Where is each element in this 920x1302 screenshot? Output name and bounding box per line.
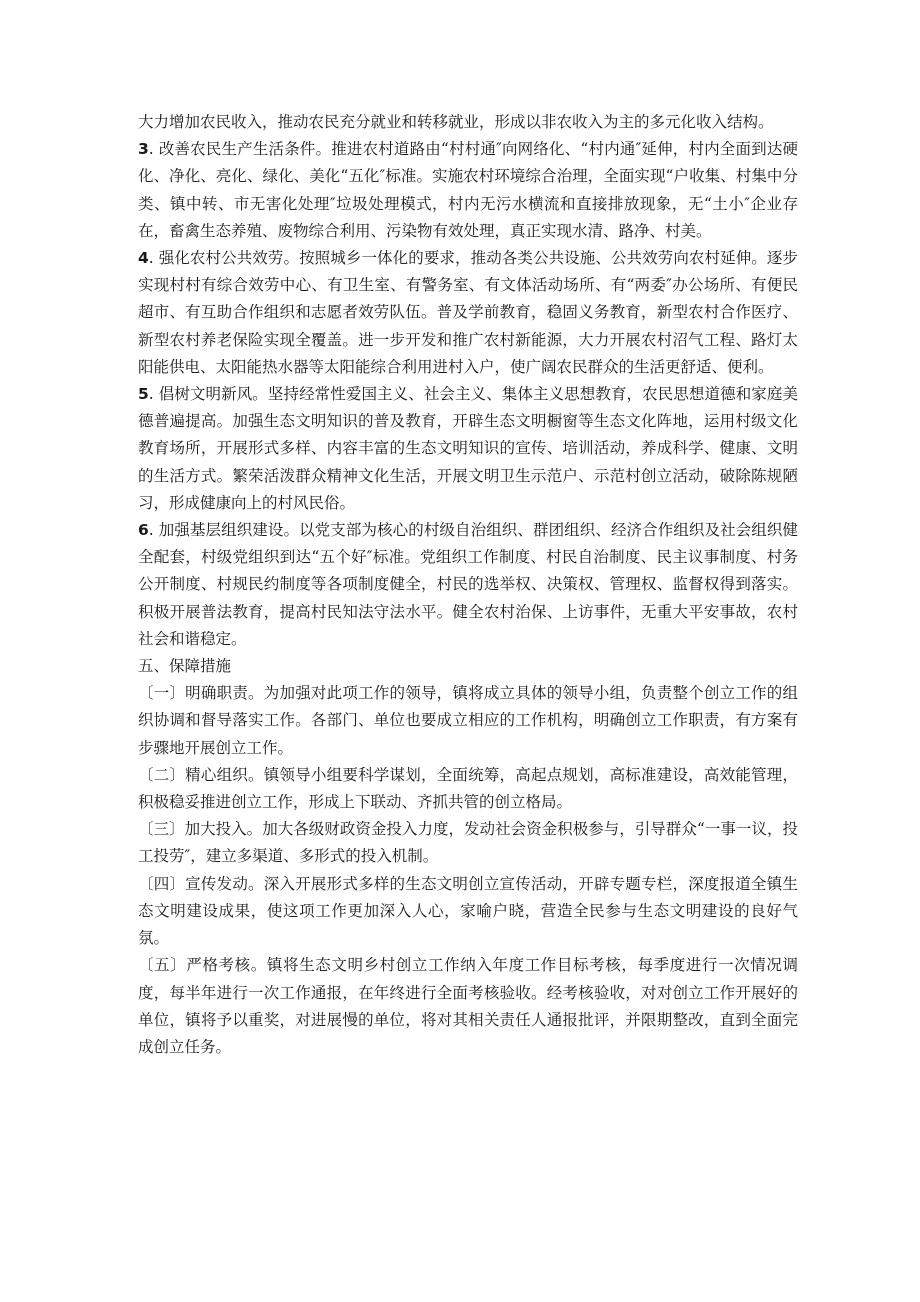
paragraph-measure-3	[138, 816, 798, 870]
paragraph-item-4	[138, 245, 798, 381]
paragraph-text: . 倡树文明新风。坚持经常性爱国主义、社会主义、集体主义思想教育，农民思想道德和家庭美德普遍提高。加强生态文明知识的普及教育，开辟生态文明橱窗等生态文化阵地，运用村级文化教育场所，开展形式多样、内容丰富的生态文明知识的宣传、培训活动，养成科学、健康、文明的生活方式。繁荣活泼群众精神文化生活，开展文明卫生示范户、示范村创立活动，破除陈规陋习，形成健康向上的村风民俗。	[138, 385, 798, 512]
paragraph-measure-4	[138, 871, 798, 953]
document-body	[138, 109, 798, 1061]
paragraph-measure-5	[138, 952, 798, 1061]
item-number: 4	[138, 249, 149, 268]
paragraph-text: . 改善农民生产生活条件。推进农村道路由“村村通″向网络化、“村内通″延伸，村内全面到达硬化、净化、亮化、绿化、美化“五化″标准。实施农村环境综合治理，全面实现“户收集、村集中分类、镇中转、市无害化处理″垃圾处理模式，村内无污水横流和直接排放现象，无“土小″企业存在，畜禽生态养殖、废物综合利用、污染物有效处理，真正实现水清、路净、村美。	[138, 140, 798, 240]
paragraph-measure-2	[138, 762, 798, 816]
section-heading-text: 五、保障措施	[138, 657, 232, 676]
paragraph-measure-1	[138, 680, 798, 762]
item-number: 6	[138, 521, 149, 540]
item-number: 3	[138, 140, 149, 159]
paragraph-text: . 加强基层组织建设。以党支部为核心的村级自治组织、群团组织、经济合作组织及社会组织健全配套，村级党组织到达“五个好″标准。党组织工作制度、村民自治制度、民主议事制度、村务公开制度、村规民约制度等各项制度健全，村民的选举权、决策权、管理权、监督权得到落实。积极开展普法教育，提高村民知法守法水平。健全农村治保、上访事件，无重大平安事故，农村社会和谐稳定。	[138, 521, 798, 648]
paragraph-income	[138, 109, 798, 136]
paragraph-text: 〔三〕加大投入。加大各级财政资金投入力度，发动社会资金积极参与，引导群众“一事一议，投工投劳″，建立多渠道、多形式的投入机制。	[138, 820, 798, 866]
paragraph-item-6	[138, 517, 798, 653]
paragraph-item-5	[138, 381, 798, 517]
paragraph-text: 〔五〕严格考核。镇将生态文明乡村创立工作纳入年度工作目标考核，每季度进行一次情况调度，每半年进行一次工作通报，在年终进行全面考核验收。经考核验收，对对创立工作开展好的单位，镇将予以重奖，对进展慢的单位，将对其相关责任人通报批评，并限期整改，直到全面完成创立任务。	[138, 956, 798, 1056]
paragraph-text: . 强化农村公共效劳。按照城乡一体化的要求，推动各类公共设施、公共效劳向农村延伸。逐步实现村村有综合效劳中心、有卫生室、有警务室、有文体活动场所、有“两委″办公场所、有便民超市、有互助合作组织和志愿者效劳队伍。普及学前教育，稳固义务教育，新型农村合作医疗、新型农村养老保险实现全覆盖。进一步开发和推广农村新能源，大力开展农村沼气工程、路灯太阳能供电、太阳能热水器等太阳能综合利用进村入户，使广阔农民群众的生活更舒适、便利。	[138, 249, 798, 376]
paragraph-text: 〔四〕宣传发动。深入开展形式多样的生态文明创立宣传活动，开辟专题专栏，深度报道全镇生态文明建设成果，使这项工作更加深入人心，家喻户晓，营造全民参与生态文明建设的良好气氛。	[138, 874, 798, 948]
item-number: 5	[138, 385, 149, 404]
paragraph-text: 〔一〕明确职责。为加强对此项工作的领导，镇将成立具体的领导小组，负责整个创立工作的组织协调和督导落实工作。各部门、单位也要成立相应的工作机构，明确创立工作职责，有方案有步骤地开展创立工作。	[138, 684, 798, 757]
paragraph-text: 〔二〕精心组织。镇领导小组要科学谋划，全面统筹，高起点规划，高标准建设，高效能管理，积极稳妥推进创立工作，形成上下联动、齐抓共管的创立格局。	[138, 765, 798, 812]
paragraph-text: 大力增加农民收入，推动农民充分就业和转移就业，形成以非农收入为主的多元化收入结构。	[138, 113, 774, 131]
section-heading-safeguards	[138, 653, 798, 680]
paragraph-item-3	[138, 136, 798, 245]
